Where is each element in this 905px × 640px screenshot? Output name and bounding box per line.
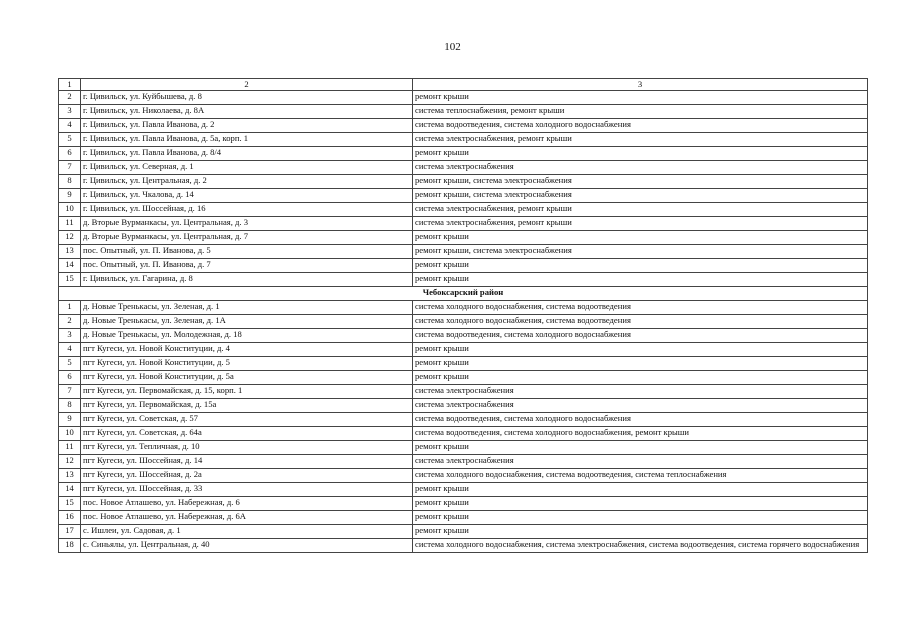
row-number: 17 [59, 524, 81, 538]
table-row [59, 370, 868, 384]
table-row [59, 482, 868, 496]
section-title: Чебоксарский район [59, 286, 868, 300]
row-number: 9 [59, 188, 81, 202]
table-row [59, 132, 868, 146]
row-address: д. Вторые Вурманкасы, ул. Центральная, д. 3 [81, 216, 413, 230]
row-number: 8 [59, 174, 81, 188]
table-row [59, 328, 868, 342]
row-works: ремонт крыши, система электроснабжения [413, 244, 868, 258]
row-address: г. Цивильск, ул. Гагарина, д. 8 [81, 272, 413, 286]
row-number: 6 [59, 146, 81, 160]
table-row [59, 160, 868, 174]
row-number: 8 [59, 398, 81, 412]
row-works: ремонт крыши [413, 146, 868, 160]
table-row [59, 90, 868, 104]
row-address: г. Цивильск, ул. Павла Иванова, д. 8/4 [81, 146, 413, 160]
row-number: 13 [59, 244, 81, 258]
row-address: пос. Новое Атлашево, ул. Набережная, д. 6А [81, 510, 413, 524]
table-row [59, 496, 868, 510]
row-address: пгт Кугеси, ул. Шоссейная, д. 33 [81, 482, 413, 496]
table-row [59, 314, 868, 328]
row-number: 7 [59, 160, 81, 174]
row-works: система теплоснабжения, ремонт крыши [413, 104, 868, 118]
row-works: система холодного водоснабжения, система водоотведения [413, 314, 868, 328]
row-number: 5 [59, 356, 81, 370]
row-number: 3 [59, 328, 81, 342]
row-number: 2 [59, 314, 81, 328]
row-works: система электроснабжения, ремонт крыши [413, 216, 868, 230]
row-works: ремонт крыши [413, 496, 868, 510]
row-number: 10 [59, 202, 81, 216]
table-row [59, 230, 868, 244]
row-number: 9 [59, 412, 81, 426]
row-number: 12 [59, 454, 81, 468]
table-row [59, 538, 868, 552]
repair-table [58, 78, 868, 553]
row-address: пос. Опытный, ул. П. Иванова, д. 5 [81, 244, 413, 258]
row-address: г. Цивильск, ул. Павла Иванова, д. 2 [81, 118, 413, 132]
row-number: 4 [59, 118, 81, 132]
row-address: пгт Кугеси, ул. Новой Конституции, д. 5 [81, 356, 413, 370]
row-address: д. Вторые Вурманкасы, ул. Центральная, д. 7 [81, 230, 413, 244]
table-row [59, 412, 868, 426]
table-row [59, 398, 868, 412]
table-row [59, 272, 868, 286]
section-row [59, 286, 868, 300]
table-row [59, 188, 868, 202]
row-works: система электроснабжения, ремонт крыши [413, 132, 868, 146]
row-address: пгт Кугеси, ул. Советская, д. 57 [81, 412, 413, 426]
row-works: ремонт крыши [413, 440, 868, 454]
row-works: ремонт крыши [413, 342, 868, 356]
row-works: ремонт крыши [413, 272, 868, 286]
row-address: д. Новые Тренькасы, ул. Молодежная, д. 18 [81, 328, 413, 342]
table-row [59, 202, 868, 216]
table-row [59, 174, 868, 188]
table-row [59, 426, 868, 440]
row-address: пос. Опытный, ул. П. Иванова, д. 7 [81, 258, 413, 272]
table-row [59, 454, 868, 468]
table-row [59, 146, 868, 160]
row-address: пгт Кугеси, ул. Новой Конституции, д. 5а [81, 370, 413, 384]
row-works: ремонт крыши [413, 230, 868, 244]
row-number: 11 [59, 440, 81, 454]
table-row [59, 300, 868, 314]
row-address: пгт Кугеси, ул. Шоссейная, д. 2а [81, 468, 413, 482]
row-address: пгт Кугеси, ул. Советская, д. 64а [81, 426, 413, 440]
row-works: ремонт крыши [413, 356, 868, 370]
row-works: система водоотведения, система холодного водоснабжения [413, 118, 868, 132]
row-works: ремонт крыши [413, 482, 868, 496]
row-address: г. Цивильск, ул. Чкалова, д. 14 [81, 188, 413, 202]
row-works: система электроснабжения, ремонт крыши [413, 202, 868, 216]
header-col-3: 3 [413, 79, 868, 91]
row-works: система водоотведения, система холодного водоснабжения [413, 412, 868, 426]
table-row [59, 356, 868, 370]
row-address: д. Новые Тренькасы, ул. Зеленая, д. 1 [81, 300, 413, 314]
row-number: 15 [59, 496, 81, 510]
table-row [59, 510, 868, 524]
row-works: система электроснабжения [413, 160, 868, 174]
row-works: система электроснабжения [413, 398, 868, 412]
row-works: ремонт крыши [413, 90, 868, 104]
row-number: 14 [59, 258, 81, 272]
row-address: пгт Кугеси, ул. Первомайская, д. 15а [81, 398, 413, 412]
table-row [59, 244, 868, 258]
row-works: система холодного водоснабжения, система водоотведения, система теплоснабжения [413, 468, 868, 482]
table-row [59, 524, 868, 538]
row-address: с. Ишлеи, ул. Садовая, д. 1 [81, 524, 413, 538]
row-works: система холодного водоснабжения, система электроснабжения, система водоотведения, система горячего водоснабжения [413, 538, 868, 552]
row-works: система водоотведения, система холодного водоснабжения, ремонт крыши [413, 426, 868, 440]
row-address: пос. Новое Атлашево, ул. Набережная, д. 6 [81, 496, 413, 510]
page-number: 102 [444, 41, 461, 53]
table-row [59, 104, 868, 118]
row-works: система электроснабжения [413, 454, 868, 468]
row-number: 3 [59, 104, 81, 118]
row-address: с. Синьялы, ул. Центральная, д. 40 [81, 538, 413, 552]
row-number: 4 [59, 342, 81, 356]
row-number: 15 [59, 272, 81, 286]
row-address: д. Новые Тренькасы, ул. Зеленая, д. 1А [81, 314, 413, 328]
row-number: 11 [59, 216, 81, 230]
table-row [59, 440, 868, 454]
header-col-1: 1 [59, 79, 81, 91]
row-works: ремонт крыши, система электроснабжения [413, 174, 868, 188]
table-header-row [59, 79, 868, 91]
table-row [59, 118, 868, 132]
row-address: пгт Кугеси, ул. Новой Конституции, д. 4 [81, 342, 413, 356]
row-number: 1 [59, 300, 81, 314]
row-address: г. Цивильск, ул. Павла Иванова, д. 5а, корп. 1 [81, 132, 413, 146]
table-row [59, 258, 868, 272]
row-address: г. Цивильск, ул. Николаева, д. 8А [81, 104, 413, 118]
row-works: ремонт крыши, система электроснабжения [413, 188, 868, 202]
row-number: 5 [59, 132, 81, 146]
row-address: г. Цивильск, ул. Шоссейная, д. 16 [81, 202, 413, 216]
row-address: г. Цивильск, ул. Куйбышева, д. 8 [81, 90, 413, 104]
table-row [59, 468, 868, 482]
row-number: 18 [59, 538, 81, 552]
table-row [59, 384, 868, 398]
row-number: 10 [59, 426, 81, 440]
row-number: 7 [59, 384, 81, 398]
row-number: 13 [59, 468, 81, 482]
row-address: пгт Кугеси, ул. Шоссейная, д. 14 [81, 454, 413, 468]
row-works: ремонт крыши [413, 524, 868, 538]
row-address: пгт Кугеси, ул. Первомайская, д. 15, корп. 1 [81, 384, 413, 398]
row-works: ремонт крыши [413, 370, 868, 384]
row-number: 16 [59, 510, 81, 524]
table-row [59, 216, 868, 230]
row-works: система холодного водоснабжения, система водоотведения [413, 300, 868, 314]
row-number: 2 [59, 90, 81, 104]
row-address: г. Цивильск, ул. Северная, д. 1 [81, 160, 413, 174]
row-number: 12 [59, 230, 81, 244]
row-number: 14 [59, 482, 81, 496]
row-works: система водоотведения, система холодного водоснабжения [413, 328, 868, 342]
row-works: система электроснабжения [413, 384, 868, 398]
row-number: 6 [59, 370, 81, 384]
row-address: пгт Кугеси, ул. Тепличная, д. 10 [81, 440, 413, 454]
table-row [59, 342, 868, 356]
row-address: г. Цивильск, ул. Центральная, д. 2 [81, 174, 413, 188]
row-works: ремонт крыши [413, 258, 868, 272]
row-works: ремонт крыши [413, 510, 868, 524]
header-col-2: 2 [81, 79, 413, 91]
